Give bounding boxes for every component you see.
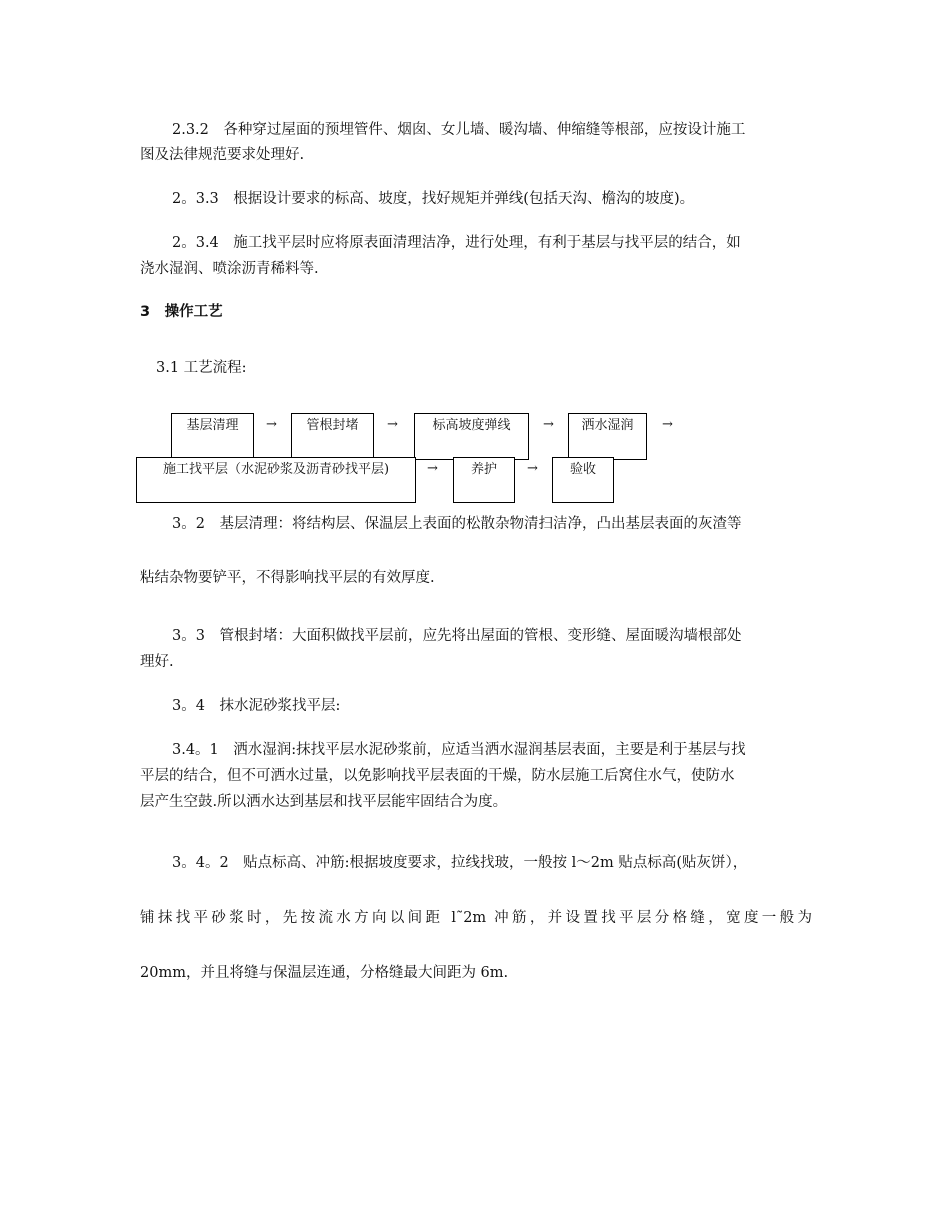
para-2-3-3: 2。3.3 根据设计要求的标高、坡度，找好规矩并弹线(包括天沟、檐沟的坡度)。 [172, 191, 695, 207]
flow-arrow-2: → [387, 417, 398, 432]
para-3-4-2-line3: 20mm，并且将缝与保温层连通，分格缝最大间距为 6m. [140, 965, 509, 981]
para-3-2-line2: 粘结杂物要铲平，不得影响找平层的有效厚度. [140, 570, 435, 586]
flow-arrow-4: → [662, 417, 673, 432]
flow-arrow-1: → [266, 417, 277, 432]
para-3-3-line1: 3。3 管根封堵：大面积做找平层前，应先将出屋面的管根、变形缝、屋面暖沟墙根部处 [172, 628, 742, 644]
section-heading-3: 3 操作工艺 [140, 304, 223, 320]
para-3-4-2-line2: 铺抹找平砂浆时，先按流水方向以间距 l˜2m 冲筋，并设置找平层分格缝，宽度一般为 [140, 910, 812, 926]
flow-step-watering: 洒水湿润 [568, 413, 647, 460]
flow-step-curing: 养护 [453, 457, 515, 503]
para-2-3-2-line1: 2.3.2 各种穿过屋面的预埋管件、烟囱、女儿墙、暖沟墙、伸缩缝等根部，应按设计施工 [172, 122, 746, 138]
flow-arrow-3: → [543, 417, 554, 432]
para-3-3-line2: 理好. [140, 654, 174, 670]
flow-step-pipe-sealing: 管根封堵 [291, 413, 374, 460]
para-3-4-1-line1: 3.4。1 洒水湿润:抹找平层水泥砂浆前，应适当洒水湿润基层表面，主要是利于基层与找 [172, 742, 746, 758]
flow-step-base-cleaning: 基层清理 [171, 413, 254, 460]
para-3-4-1-line2: 平层的结合，但不可洒水过量，以免影响找平层表面的干燥，防水层施工后窝住水气，使防水 [140, 768, 735, 784]
para-2-3-4-line2: 浇水湿润、喷涂沥青稀料等. [140, 261, 319, 277]
para-3-1: 3.1 工艺流程: [156, 360, 247, 376]
para-3-4-2-line1: 3。4。2 贴点标高、冲筋:根据坡度要求，拉线找玻，一般按 l～2m 贴点标高(贴灰饼）， [172, 855, 748, 871]
flow-step-elevation-lines: 标高坡度弹线 [414, 413, 529, 460]
para-3-4: 3。4 抹水泥砂浆找平层: [172, 698, 341, 714]
para-3-2-line1: 3。2 基层清理：将结构层、保温层上表面的松散杂物清扫洁净，凸出基层表面的灰渣等 [172, 516, 742, 532]
flow-step-leveling-layer: 施工找平层（水泥砂浆及沥青砂找平层) [136, 457, 416, 503]
para-2-3-2-line2: 图及法律规范要求处理好. [140, 147, 305, 163]
para-3-4-1-line3: 层产生空鼓.所以洒水达到基层和找平层能牢固结合为度。 [140, 794, 508, 810]
flow-arrow-5: → [427, 461, 438, 476]
flow-step-acceptance: 验收 [552, 457, 614, 503]
para-2-3-4-line1: 2。3.4 施工找平层时应将原表面清理洁净，进行处理，有利于基层与找平层的结合，如 [172, 235, 741, 251]
flow-arrow-6: → [527, 461, 538, 476]
